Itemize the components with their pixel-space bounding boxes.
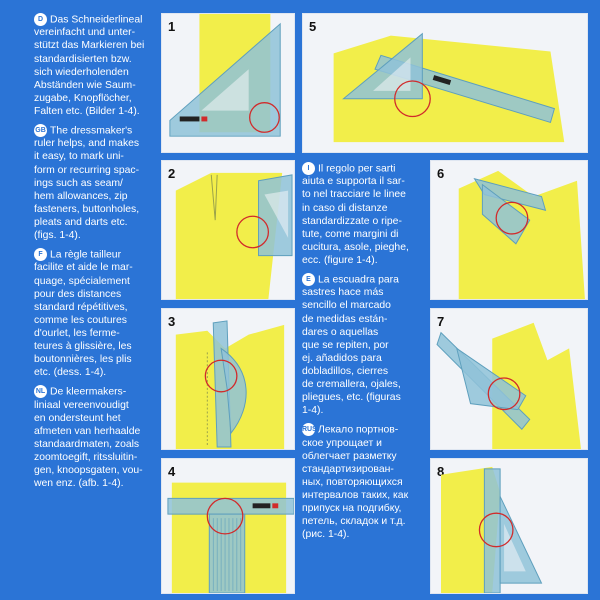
text-line-content: The dressmaker's — [50, 125, 133, 137]
text-line-content: form or recurring spac- — [34, 164, 140, 176]
text-line — [34, 137, 156, 150]
text-line-content: петель, складок и т.д. — [302, 516, 406, 528]
text-line — [34, 366, 156, 379]
text-line-content: Abständen wie Saum- — [34, 79, 136, 91]
figure-panel-1 — [161, 13, 295, 153]
text-line — [34, 92, 156, 105]
figure-panel-4 — [161, 458, 295, 594]
figure-panel-5 — [302, 13, 588, 153]
text-line-content: vereinfacht und unter- — [34, 27, 136, 39]
text-line — [302, 188, 422, 201]
text-line — [34, 314, 156, 327]
figure-number: 4 — [168, 464, 176, 479]
text-line — [34, 464, 156, 477]
text-line — [302, 162, 422, 175]
text-block-it — [302, 162, 422, 267]
text-line — [34, 477, 156, 490]
text-line — [302, 437, 422, 450]
figure-number: 7 — [437, 314, 445, 329]
text-line — [34, 261, 156, 274]
text-line-content: sencillo el marcado — [302, 300, 391, 312]
text-line-content: (рис. 1-4). — [302, 529, 350, 541]
text-line-content: 1-4). — [302, 405, 324, 417]
text-line-content: ecc. (figure 1-4). — [302, 254, 378, 266]
text-line — [302, 352, 422, 365]
text-line-content: La règle tailleur — [50, 249, 122, 261]
text-line-content: zugabe, Knopflöcher, — [34, 92, 132, 104]
language-badge: RUS — [302, 423, 315, 436]
figure-1-illustration — [162, 14, 294, 152]
figure-8-illustration — [431, 459, 587, 593]
text-line-content: ej. añadidos para — [302, 352, 382, 364]
text-line — [34, 438, 156, 451]
text-line — [34, 66, 156, 79]
text-line — [34, 451, 156, 464]
text-line — [34, 353, 156, 366]
figure-number: 5 — [309, 19, 317, 34]
text-line — [302, 378, 422, 391]
text-line — [302, 391, 422, 404]
language-badge: NL — [34, 385, 47, 398]
text-line — [34, 229, 156, 242]
text-line — [34, 248, 156, 261]
text-line — [302, 299, 422, 312]
text-line — [302, 450, 422, 463]
text-line-content: gen, knoopsgaten, vou- — [34, 465, 143, 477]
text-line-content: De kleermakers- — [50, 386, 127, 398]
text-line — [302, 326, 422, 339]
text-line — [302, 175, 422, 188]
text-line-content: tute, come margini di — [302, 228, 399, 240]
text-line-content: fasteners, buttonholes, — [34, 203, 140, 215]
text-line — [34, 164, 156, 177]
text-line-content: in caso di distanze — [302, 202, 388, 214]
text-line-content: hem allowances, zip — [34, 190, 128, 202]
text-line-content: d'ourlet, les ferme- — [34, 327, 120, 339]
text-column-middle — [302, 162, 422, 547]
text-line — [34, 399, 156, 412]
text-line — [302, 228, 422, 241]
text-line-content: интервалов таких, как — [302, 490, 409, 501]
text-line-content: sastres hace más — [302, 287, 384, 299]
text-line — [302, 286, 422, 299]
text-line — [34, 26, 156, 39]
text-line-content: pour des distances — [34, 288, 122, 300]
text-line — [34, 216, 156, 229]
text-line-content: zoomtoegift, ritssluitin- — [34, 452, 138, 463]
language-badge: I — [302, 162, 315, 175]
text-line-content: facilite et aide le mar- — [34, 262, 133, 274]
text-line-content: de cremallera, ojales, — [302, 379, 401, 390]
text-line-content: standard répétitives, — [34, 301, 128, 313]
text-line-content: standardizzate o ripe- — [302, 215, 402, 227]
text-line-content: aiuta e supporta il sar- — [302, 176, 405, 188]
text-line — [34, 79, 156, 92]
figure-panel-3 — [161, 308, 295, 450]
figure-panel-2 — [161, 160, 295, 300]
language-badge: F — [34, 248, 47, 261]
figure-number: 1 — [168, 19, 176, 34]
fabric-piece — [459, 171, 585, 299]
text-block-es — [302, 273, 422, 417]
text-line-content: припуск на подгибку, — [302, 503, 402, 515]
text-line — [34, 53, 156, 66]
text-line-content: ское упрощает и — [302, 437, 382, 449]
text-line — [34, 124, 156, 137]
text-line — [34, 39, 156, 52]
text-block-ru — [302, 423, 422, 541]
text-line — [34, 105, 156, 118]
text-line-content: облегчает разметку — [302, 450, 397, 462]
figure-number: 3 — [168, 314, 176, 329]
text-line-content: ruler helps, and makes — [34, 138, 140, 150]
text-line-content: dobladillos, cierres — [302, 365, 389, 377]
figure-number: 6 — [437, 166, 445, 181]
text-line-content: que se repiten, por — [302, 339, 389, 351]
text-line — [302, 502, 422, 515]
text-line — [34, 425, 156, 438]
text-line-content: wen enz. (afb. 1-4). — [34, 478, 124, 490]
figure-panel-6 — [430, 160, 588, 300]
text-line — [302, 254, 422, 267]
text-line-content: pleats and darts etc. — [34, 216, 128, 228]
text-line — [34, 275, 156, 288]
text-line-content: (figs. 1-4). — [34, 230, 81, 241]
figure-number: 8 — [437, 464, 445, 479]
text-line — [302, 241, 422, 254]
text-line-content: de medidas están- — [302, 313, 388, 325]
text-line-content: en ondersteunt het — [34, 412, 121, 424]
text-line-content: La escuadra para — [318, 274, 399, 286]
text-line — [302, 528, 422, 541]
text-line-content: quage, spécialement — [34, 275, 130, 287]
text-block-fr — [34, 248, 156, 379]
figure-3-illustration — [162, 309, 294, 449]
text-line-content: ings such as seam/ — [34, 177, 123, 189]
text-line-content: pliegues, etc. (figuras — [302, 392, 401, 404]
text-line-content: Das Schneiderlineal — [50, 14, 143, 26]
text-line — [34, 13, 156, 26]
figure-4-illustration — [162, 459, 294, 593]
ruler — [484, 469, 500, 593]
text-line-content: comme les coutures — [34, 314, 127, 326]
figure-6-illustration — [431, 161, 587, 299]
language-badge: D — [34, 13, 47, 26]
language-badge: GB — [34, 124, 47, 137]
figure-number: 2 — [168, 166, 176, 181]
text-line-content: dares o aquellas — [302, 326, 379, 338]
text-line-content: teures à glissière, les — [34, 341, 132, 352]
text-line — [34, 150, 156, 163]
text-line-content: standardisierten bzw. — [34, 53, 132, 65]
text-line — [302, 404, 422, 417]
figure-panel-7 — [430, 308, 588, 450]
text-line-content: sich wiederholenden — [34, 66, 129, 78]
text-line — [34, 412, 156, 425]
text-line — [34, 190, 156, 203]
text-line — [34, 327, 156, 340]
language-badge: E — [302, 273, 315, 286]
text-line — [34, 340, 156, 353]
text-line-content: стандартизирован- — [302, 463, 394, 475]
text-line — [34, 301, 156, 314]
text-line — [34, 288, 156, 301]
text-line — [302, 202, 422, 215]
text-line — [302, 515, 422, 528]
text-line-content: liniaal vereenvoudigt — [34, 399, 129, 411]
text-line — [302, 215, 422, 228]
text-block-de — [34, 13, 156, 118]
text-line-content: standaardmaten, zoals — [34, 438, 140, 450]
text-line-content: to nel tracciare le linee — [302, 189, 406, 201]
text-column-left — [34, 13, 156, 496]
text-line — [34, 177, 156, 190]
text-line-content: it easy, to mark uni- — [34, 151, 124, 163]
text-line-content: ных, повторяющихся — [302, 476, 403, 488]
text-line — [302, 273, 422, 286]
text-line-content: Il regolo per sarti — [318, 163, 396, 175]
text-line — [34, 385, 156, 398]
text-line — [302, 339, 422, 352]
text-block-gb — [34, 124, 156, 242]
text-line — [302, 489, 422, 502]
figure-5-illustration — [303, 14, 587, 152]
text-line-content: cucitura, asole, pieghe, — [302, 241, 409, 253]
text-line-content: boutonnières, les plis — [34, 354, 132, 366]
text-line — [302, 463, 422, 476]
text-line — [302, 365, 422, 378]
figure-2-illustration — [162, 161, 294, 299]
text-line-content: afmeten van herhaalde — [34, 425, 141, 437]
figure-7-illustration — [431, 309, 587, 449]
text-line — [34, 203, 156, 216]
text-line-content: Falten etc. (Bilder 1-4). — [34, 105, 140, 117]
text-line — [302, 313, 422, 326]
figure-panel-8 — [430, 458, 588, 594]
text-line-content: stützt das Markieren bei — [34, 40, 145, 52]
text-block-nl — [34, 385, 156, 490]
text-line — [302, 476, 422, 489]
text-line-content: Лекало портнов- — [318, 424, 399, 436]
text-line-content: etc. (dess. 1-4). — [34, 367, 107, 379]
text-line — [302, 423, 422, 436]
